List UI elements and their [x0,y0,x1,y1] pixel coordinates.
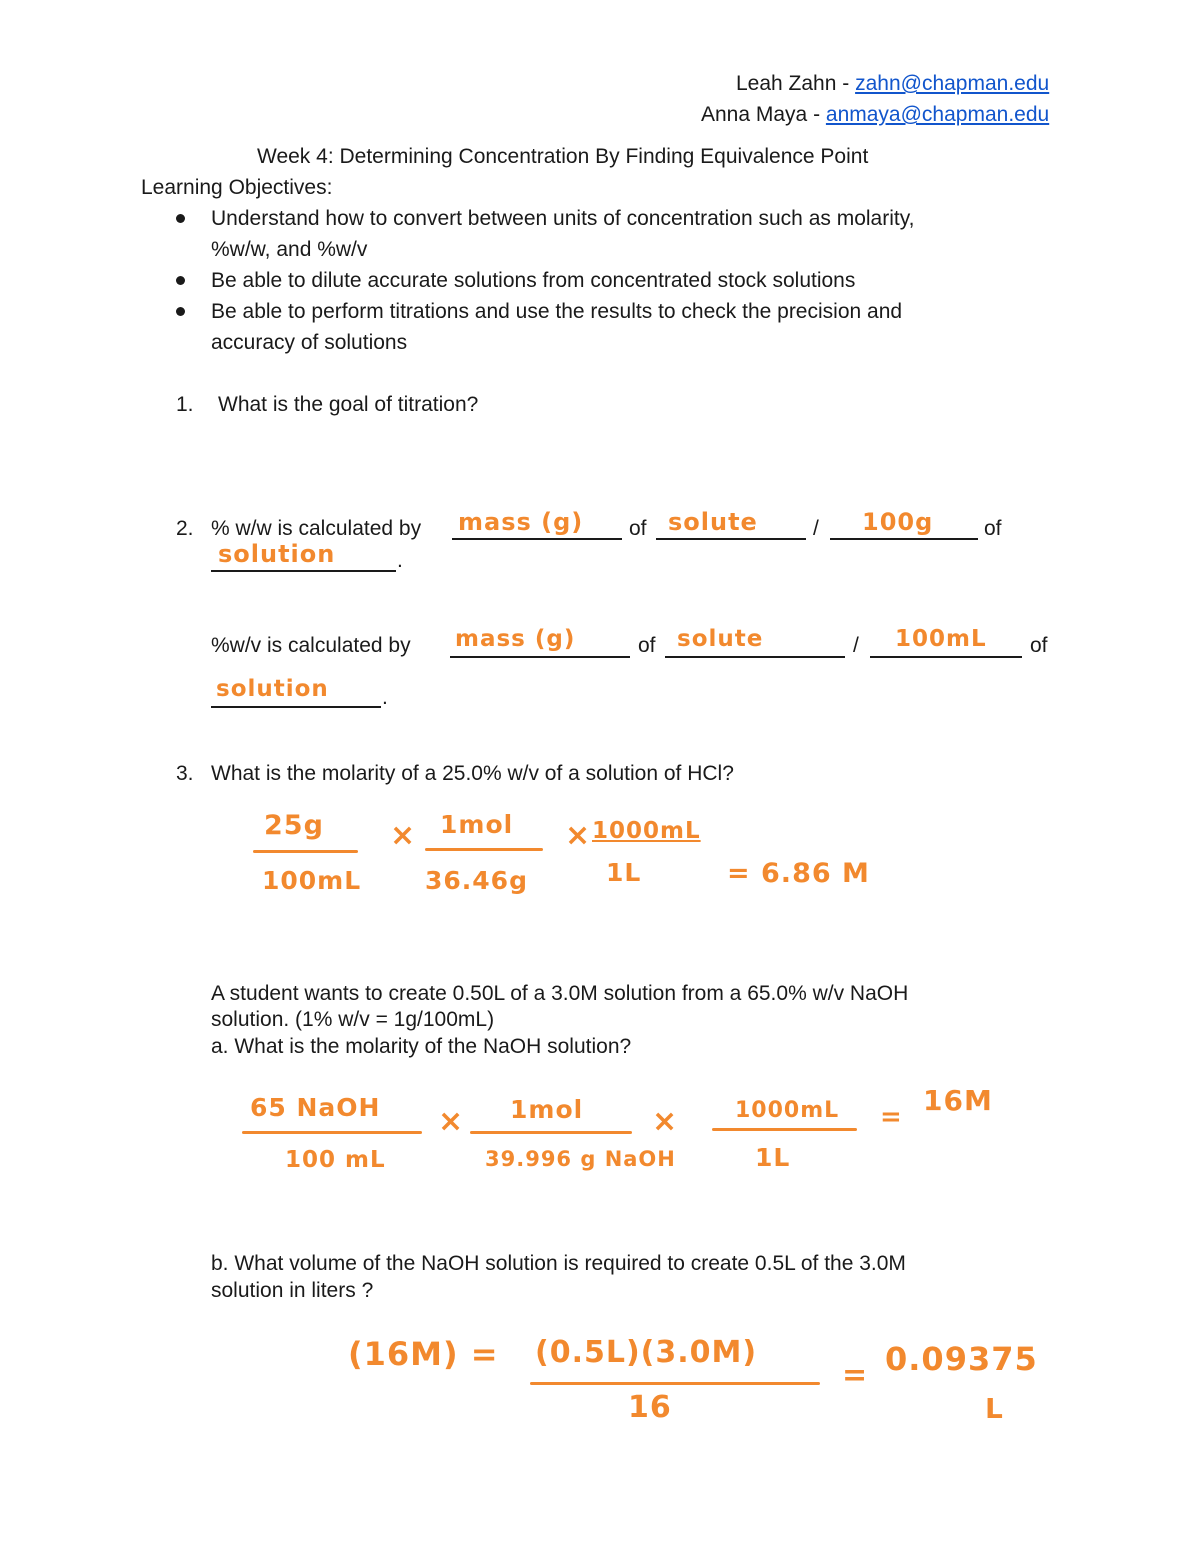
q4a-num-2: 1mol [510,1095,584,1124]
ww-answer-1: mass (g) [458,508,584,536]
q4b-unit: L [985,1392,1004,1425]
q4-line-2: solution. (1% w/v = 1g/100mL) [211,1008,495,1031]
author-1 [736,72,1049,96]
q1-text: What is the goal of titration? [218,393,479,416]
q4b-line-1: b. What volume of the NaOH solution is required to create 0.5L of the 3.0M [211,1252,906,1275]
bullet-icon [176,214,185,223]
author-2 [701,103,1049,127]
q4a-text: a. What is the molarity of the NaOH solution? [211,1035,632,1058]
q2-wv-prefix: %w/v is calculated by [211,634,411,657]
author-1-email-link[interactable]: zahn@chapman.edu [855,72,1050,95]
q4a-den-1: 100 mL [285,1147,386,1173]
q4b-numerator: (0.5L)(3.0M) [535,1335,758,1370]
fraction-bar [253,850,358,853]
fraction-bar [530,1382,820,1385]
times-sign: × [390,818,417,853]
author-2-name: Anna Maya - [701,103,826,126]
bullet-icon [176,276,185,285]
bullet-icon [176,307,185,316]
fraction-bar [242,1131,422,1134]
q3-text: What is the molarity of a 25.0% w/v of a solution of HCl? [211,762,734,785]
objectives-heading: Learning Objectives: [141,176,333,199]
ww-answer-2: solute [668,508,758,536]
slash-label: / [853,634,859,657]
wv-answer-1: mass (g) [455,626,576,652]
period: . [382,686,388,709]
q2-ww-prefix: % w/w is calculated by [211,517,422,540]
objective-1: Understand how to convert between units of concentration such as molarity, [211,207,915,230]
equals-sign: = [880,1102,903,1132]
q4b-denominator: 16 [628,1390,672,1425]
wv-answer-3: 100mL [895,626,987,652]
q4b-left: (16M) = [348,1335,499,1373]
page-title: Week 4: Determining Concentration By Finding Equivalence Point [257,145,869,168]
objective-3: Be able to perform titrations and use the results to check the precision and [211,300,903,323]
q3-number: 3. [176,762,194,785]
objective-3-cont: accuracy of solutions [211,331,408,354]
q4b-line-2: solution in liters ? [211,1279,374,1302]
q3-num-3: 1000mL [592,818,701,844]
q3-num-2: 1mol [440,810,514,839]
fraction-bar [712,1128,857,1131]
of-label: of [1030,634,1048,657]
ww-answer-4: solution [218,540,336,568]
of-label: of [629,517,647,540]
author-2-email-link[interactable]: anmaya@chapman.edu [825,103,1050,126]
wv-answer-2: solute [677,626,764,652]
ww-answer-3: 100g [862,508,934,536]
times-sign: × [438,1104,465,1139]
q3-result: = 6.86 M [727,858,870,889]
times-sign: × [565,818,592,853]
objective-1-cont: %w/w, and %w/v [211,238,368,261]
q4b-result: 0.09375 [885,1340,1038,1378]
q4-line-1: A student wants to create 0.50L of a 3.0M solution from a 65.0% w/v NaOH [211,982,909,1005]
q4a-den-3: 1L [755,1143,791,1172]
slash-label: / [813,517,819,540]
q3-den-1: 100mL [262,866,362,895]
q2-number: 2. [176,517,194,540]
author-1-name: Leah Zahn - [736,72,856,95]
fraction-bar [425,848,543,851]
wv-answer-4: solution [216,676,329,702]
period: . [397,549,403,572]
q3-den-2: 36.46g [425,866,528,895]
q4a-result: 16M [923,1084,993,1117]
times-sign: × [652,1104,679,1139]
objective-2: Be able to dilute accurate solutions from concentrated stock solutions [211,269,856,292]
q4a-num-3: 1000mL [735,1098,840,1123]
of-label: of [638,634,656,657]
fraction-bar [470,1131,632,1134]
q4a-num-1: 65 NaOH [250,1093,381,1122]
q1-number: 1. [176,393,194,416]
equals-sign: = [842,1358,869,1393]
q3-num-1: 25g [264,810,324,841]
of-label: of [984,517,1002,540]
q3-den-3: 1L [606,858,642,887]
q4a-den-2: 39.996 g NaOH [485,1147,676,1171]
